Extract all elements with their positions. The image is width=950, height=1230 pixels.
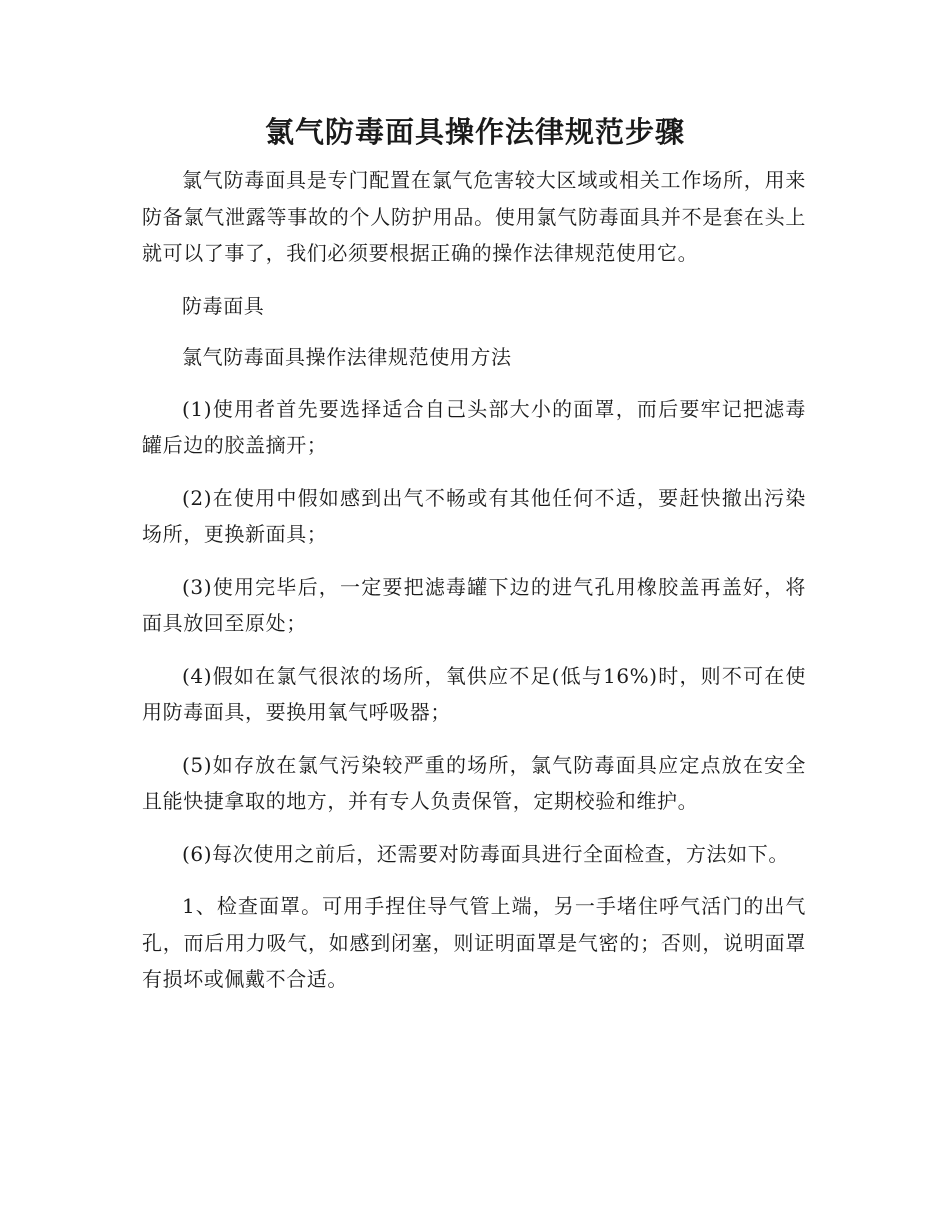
document-body <box>142 162 806 1014</box>
paragraph-step-5: (5)如存放在氯气污染较严重的场所，氯气防毒面具应定点放在安全且能快捷拿取的地方，并有专人负责保管，定期校验和维护。 <box>142 752 806 813</box>
paragraph-heading-gas-mask: 防毒面具 <box>182 293 265 318</box>
paragraph-check-mask: 1、检查面罩。可用手捏住导气管上端，另一手堵住呼气活门的出气孔，而后用力吸气，如感到闭塞，则证明面罩是气密的；否则，说明面罩有损坏或佩戴不合适。 <box>142 894 806 991</box>
paragraph-heading-usage: 氯气防毒面具操作法律规范使用方法 <box>182 345 512 369</box>
paragraph-step-4: (4)假如在氯气很浓的场所，氧供应不足(低与16%)时，则不可在使用防毒面具，要换用氧气呼吸器； <box>142 663 806 724</box>
paragraph-step-1: (1)使用者首先要选择适合自己头部大小的面罩，而后要牢记把滤毒罐后边的胶盖摘开； <box>142 396 806 457</box>
document-title: 氯气防毒面具操作法律规范步骤 <box>264 115 685 149</box>
paragraph-step-2: (2)在使用中假如感到出气不畅或有其他任何不适，要赶快撤出污染场所，更换新面具； <box>142 485 806 546</box>
paragraph-step-6: (6)每次使用之前后，还需要对防毒面具进行全面检查，方法如下。 <box>182 841 789 866</box>
paragraph-intro: 氯气防毒面具是专门配置在氯气危害较大区域或相关工作场所，用来防备氯气泄露等事故的个人防护用品。使用氯气防毒面具并不是套在头上就可以了事了，我们必须要根据正确的操作法律规范使用它。 <box>142 168 806 265</box>
paragraph-step-3: (3)使用完毕后，一定要把滤毒罐下边的进气孔用橡胶盖再盖好，将面具放回至原处； <box>142 574 806 635</box>
